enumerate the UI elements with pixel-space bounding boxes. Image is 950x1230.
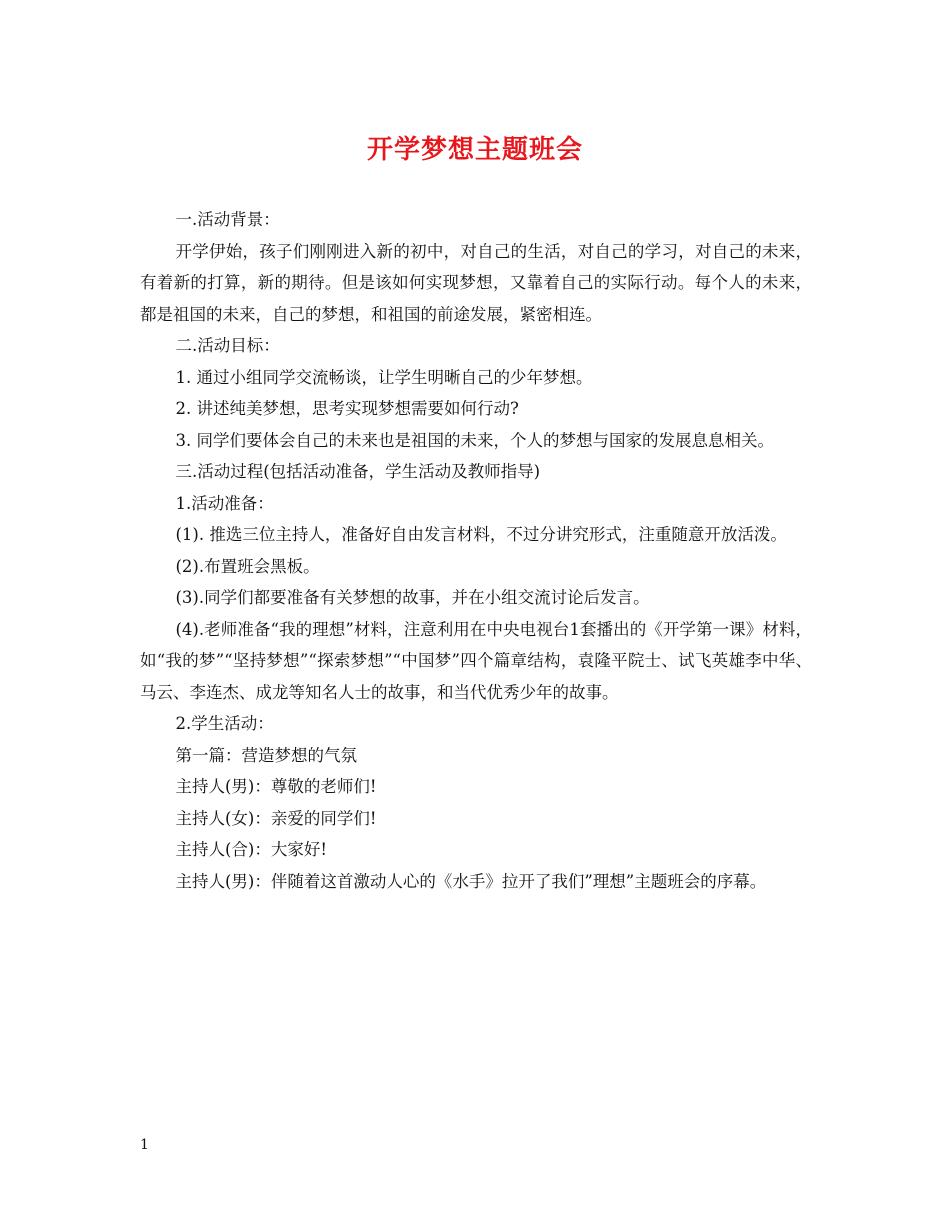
prep-item-1: (1). 推选三位主持人，准备好自由发言材料，不过分讲究形式，注重随意开放活泼。 (175, 525, 787, 544)
goal-item-3: 3. 同学们要体会自己的未来也是祖国的未来，个人的梦想与国家的发展息息相关。 (175, 430, 774, 450)
subheading-preparation: 1.活动准备： (175, 493, 274, 513)
subheading-student-activity: 2.学生活动： (175, 714, 274, 733)
chapter-heading-1: 第一篇：营造梦想的气氛 (175, 745, 357, 765)
prep-item-4: (4).老师准备“我的理想”材料，注意利用在中央电视台1套播出的《开学第一课》材料，如“我的梦”“坚持梦想”“探索梦想”“中国梦”四个篇章结构，袁隆平院士、试飞英雄李中华、马云、李连杰、成龙等知名人士的故事，和当代优秀少年的故事。 (140, 619, 812, 702)
document-title: 开学梦想主题班会 (366, 135, 583, 165)
paragraph-background: 开学伊始，孩子们刚刚进入新的初中，对自己的生活，对自己的学习，对自己的未来，有着新的打算，新的期待。但是该如何实现梦想，又靠着自己的实际行动。每个人的未来，都是祖国的未来，自己的梦想，和祖国的前途发展，紧密相连。 (140, 241, 812, 324)
document-body (140, 204, 812, 897)
section-heading-process: 三.活动过程(包括活动准备，学生活动及教师指导) (175, 462, 541, 481)
section-heading-goals: 二.活动目标： (175, 336, 280, 355)
goal-item-2: 2. 讲述纯美梦想，思考实现梦想需要如何行动? (175, 399, 519, 418)
host-line-male: 主持人(男)：尊敬的老师们! (175, 777, 377, 796)
host-line-male-2: 主持人(男)：伴随着这首激动人心的《水手》拉开了我们”理想”主题班会的序幕。 (175, 871, 767, 891)
page-number: 1 (140, 1137, 149, 1153)
host-line-female: 主持人(女)：亲爱的同学们! (175, 808, 377, 828)
section-heading-background: 一.活动背景： (175, 210, 280, 229)
host-line-together: 主持人(合)：大家好! (175, 840, 327, 859)
prep-item-2: (2).布置班会黑板。 (175, 556, 320, 576)
goal-item-1: 1. 通过小组同学交流畅谈，让学生明晰自己的少年梦想。 (175, 367, 593, 387)
prep-item-3: (3).同学们都要准备有关梦想的故事，并在小组交流讨论后发言。 (175, 588, 650, 607)
